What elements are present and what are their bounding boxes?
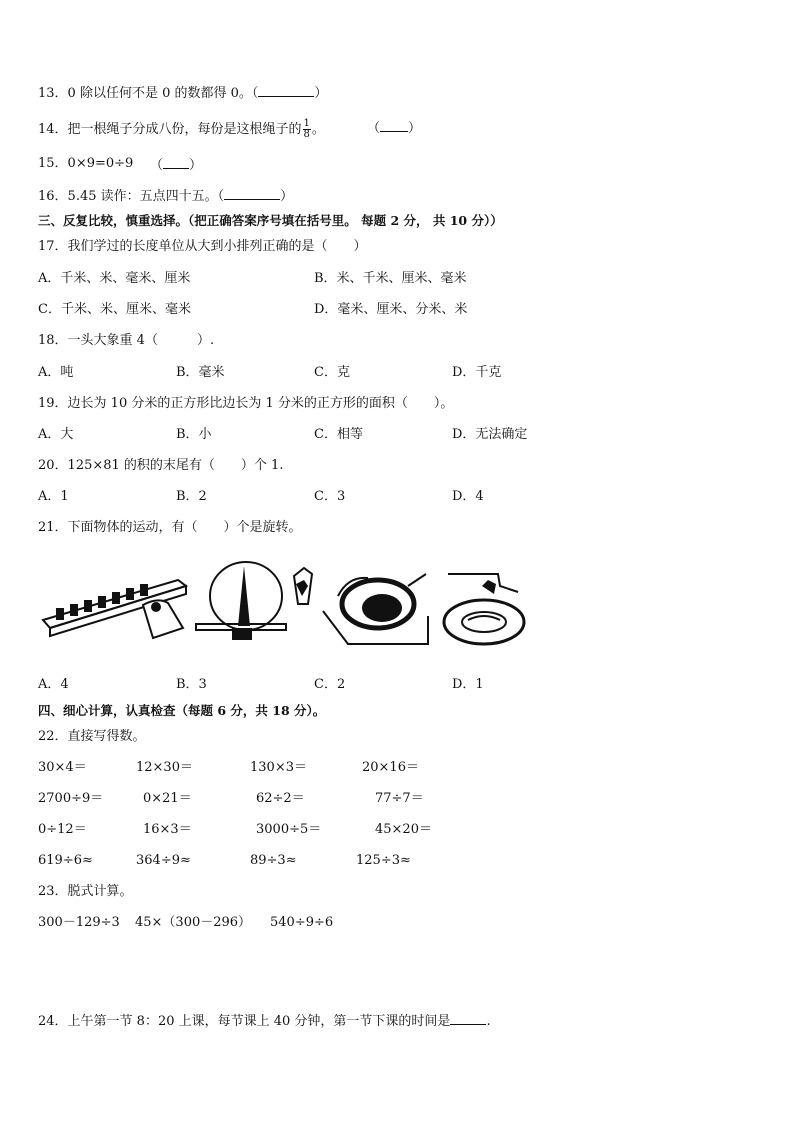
paren-close: ） [408, 121, 422, 136]
answer-blank[interactable] [258, 84, 314, 97]
paren-open: （ [150, 158, 164, 173]
question-13-close: ） [314, 86, 328, 101]
section-3-heading: 三、反复比较，慎重选择。（把正确答案序号填在括号里。 每题 2 分， 共 10 分）） [38, 213, 503, 228]
faucet-sink-illustration [438, 566, 530, 650]
question-22-stem: 22．直接写得数。 [38, 729, 146, 744]
question-17-stem: 17．我们学过的长度单位从大到小排列正确的是（ ） [38, 239, 367, 254]
question-14-tail: 。 [311, 122, 325, 137]
question-23-stem: 23．脱式计算。 [38, 884, 133, 899]
calc-item: 540÷9÷6 [270, 915, 334, 930]
question-24 [38, 1012, 491, 1030]
option-d[interactable]: D．1 [452, 677, 484, 692]
answer-blank[interactable] [224, 187, 280, 200]
abacus-illustration [38, 560, 188, 650]
option-a[interactable]: A．吨 [38, 365, 74, 380]
calc-item: 89÷3≈ [250, 853, 297, 868]
calc-item: 0÷12＝ [38, 822, 87, 837]
question-20-stem: 20．125×81 的积的末尾有（ ）个 1. [38, 458, 284, 473]
calc-item: 300－129÷3 [38, 915, 120, 930]
question-14-text: 14．把一根绳子分成八份，每份是这根绳子的 [38, 122, 302, 137]
question-15 [38, 156, 133, 172]
calc-item: 62÷2＝ [256, 791, 305, 806]
calc-item: 45×（300－296） [135, 915, 252, 930]
question-16 [38, 187, 293, 205]
calc-item: 619÷6≈ [38, 853, 93, 868]
option-d[interactable]: D．毫米、厘米、分米、米 [314, 302, 468, 317]
question-14 [38, 119, 325, 140]
option-b[interactable]: B．2 [176, 489, 207, 504]
steering-wheel-illustration [318, 566, 430, 650]
option-c[interactable]: C．2 [314, 677, 346, 692]
calc-item: 364÷9≈ [136, 853, 191, 868]
calc-item: 45×20＝ [375, 822, 432, 837]
option-b[interactable]: B．米、千米、厘米、毫米 [314, 271, 467, 286]
option-c[interactable]: C．3 [314, 489, 346, 504]
question-24-tail: . [486, 1014, 491, 1029]
question-18-stem: 18．一头大象重 4（ ）. [38, 333, 215, 348]
question-15-answer [150, 156, 202, 174]
question-24-text: 24．上午第一节 8：20 上课，每节课上 40 分钟，第一节下课的时间是 [38, 1014, 451, 1029]
question-13 [38, 84, 327, 102]
question-13-text: 13．0 除以任何不是 0 的数都得 0。（ [38, 86, 259, 101]
option-a[interactable]: A．1 [38, 489, 69, 504]
section-4-heading: 四、细心计算，认真检查（每题 6 分，共 18 分）。 [38, 703, 326, 718]
question-21-stem: 21．下面物体的运动，有（ ）个是旋转。 [38, 520, 302, 535]
globe-spinning-illustration [186, 556, 318, 652]
option-a[interactable]: A．4 [38, 677, 69, 692]
answer-blank[interactable] [163, 156, 189, 169]
answer-blank[interactable] [450, 1012, 486, 1025]
calc-item: 77÷7＝ [375, 791, 424, 806]
paren-open: （ [367, 121, 381, 136]
calc-item: 3000÷5＝ [256, 822, 322, 837]
fraction-numerator: 1 [303, 118, 310, 129]
calc-item: 20×16＝ [362, 760, 419, 775]
option-c[interactable]: C．相等 [314, 427, 363, 442]
calc-item: 12×30＝ [136, 760, 193, 775]
fraction [303, 119, 311, 140]
option-a[interactable]: A．千米、米、毫米、厘米 [38, 271, 191, 286]
question-19-stem: 19．边长为 10 分米的正方形比边长为 1 分米的正方形的面积（ ）。 [38, 396, 454, 411]
calc-item: 2700÷9＝ [38, 791, 104, 806]
option-a[interactable]: A．大 [38, 427, 74, 442]
question-16-text: 16．5.45 读作：五点四十五。（ [38, 189, 225, 204]
option-d[interactable]: D．千克 [452, 365, 502, 380]
fraction-denominator: 8 [303, 129, 310, 140]
option-d[interactable]: D．4 [452, 489, 484, 504]
calc-item: 0×21＝ [143, 791, 192, 806]
paren-close: ） [189, 158, 203, 173]
calc-item: 16×3＝ [143, 822, 192, 837]
option-d[interactable]: D．无法确定 [452, 427, 528, 442]
option-b[interactable]: B．3 [176, 677, 207, 692]
option-c[interactable]: C．千米、米、厘米、毫米 [38, 302, 191, 317]
calc-item: 130×3＝ [250, 760, 307, 775]
question-15-text: 15．0×9=0÷9 [38, 156, 134, 171]
paren-close: ） [280, 189, 294, 204]
option-b[interactable]: B．小 [176, 427, 212, 442]
calc-item: 125÷3≈ [356, 853, 411, 868]
answer-blank[interactable] [380, 119, 408, 132]
option-c[interactable]: C．克 [314, 365, 350, 380]
option-b[interactable]: B．毫米 [176, 365, 225, 380]
question-14-answer [367, 119, 421, 137]
calc-item: 30×4＝ [38, 760, 87, 775]
